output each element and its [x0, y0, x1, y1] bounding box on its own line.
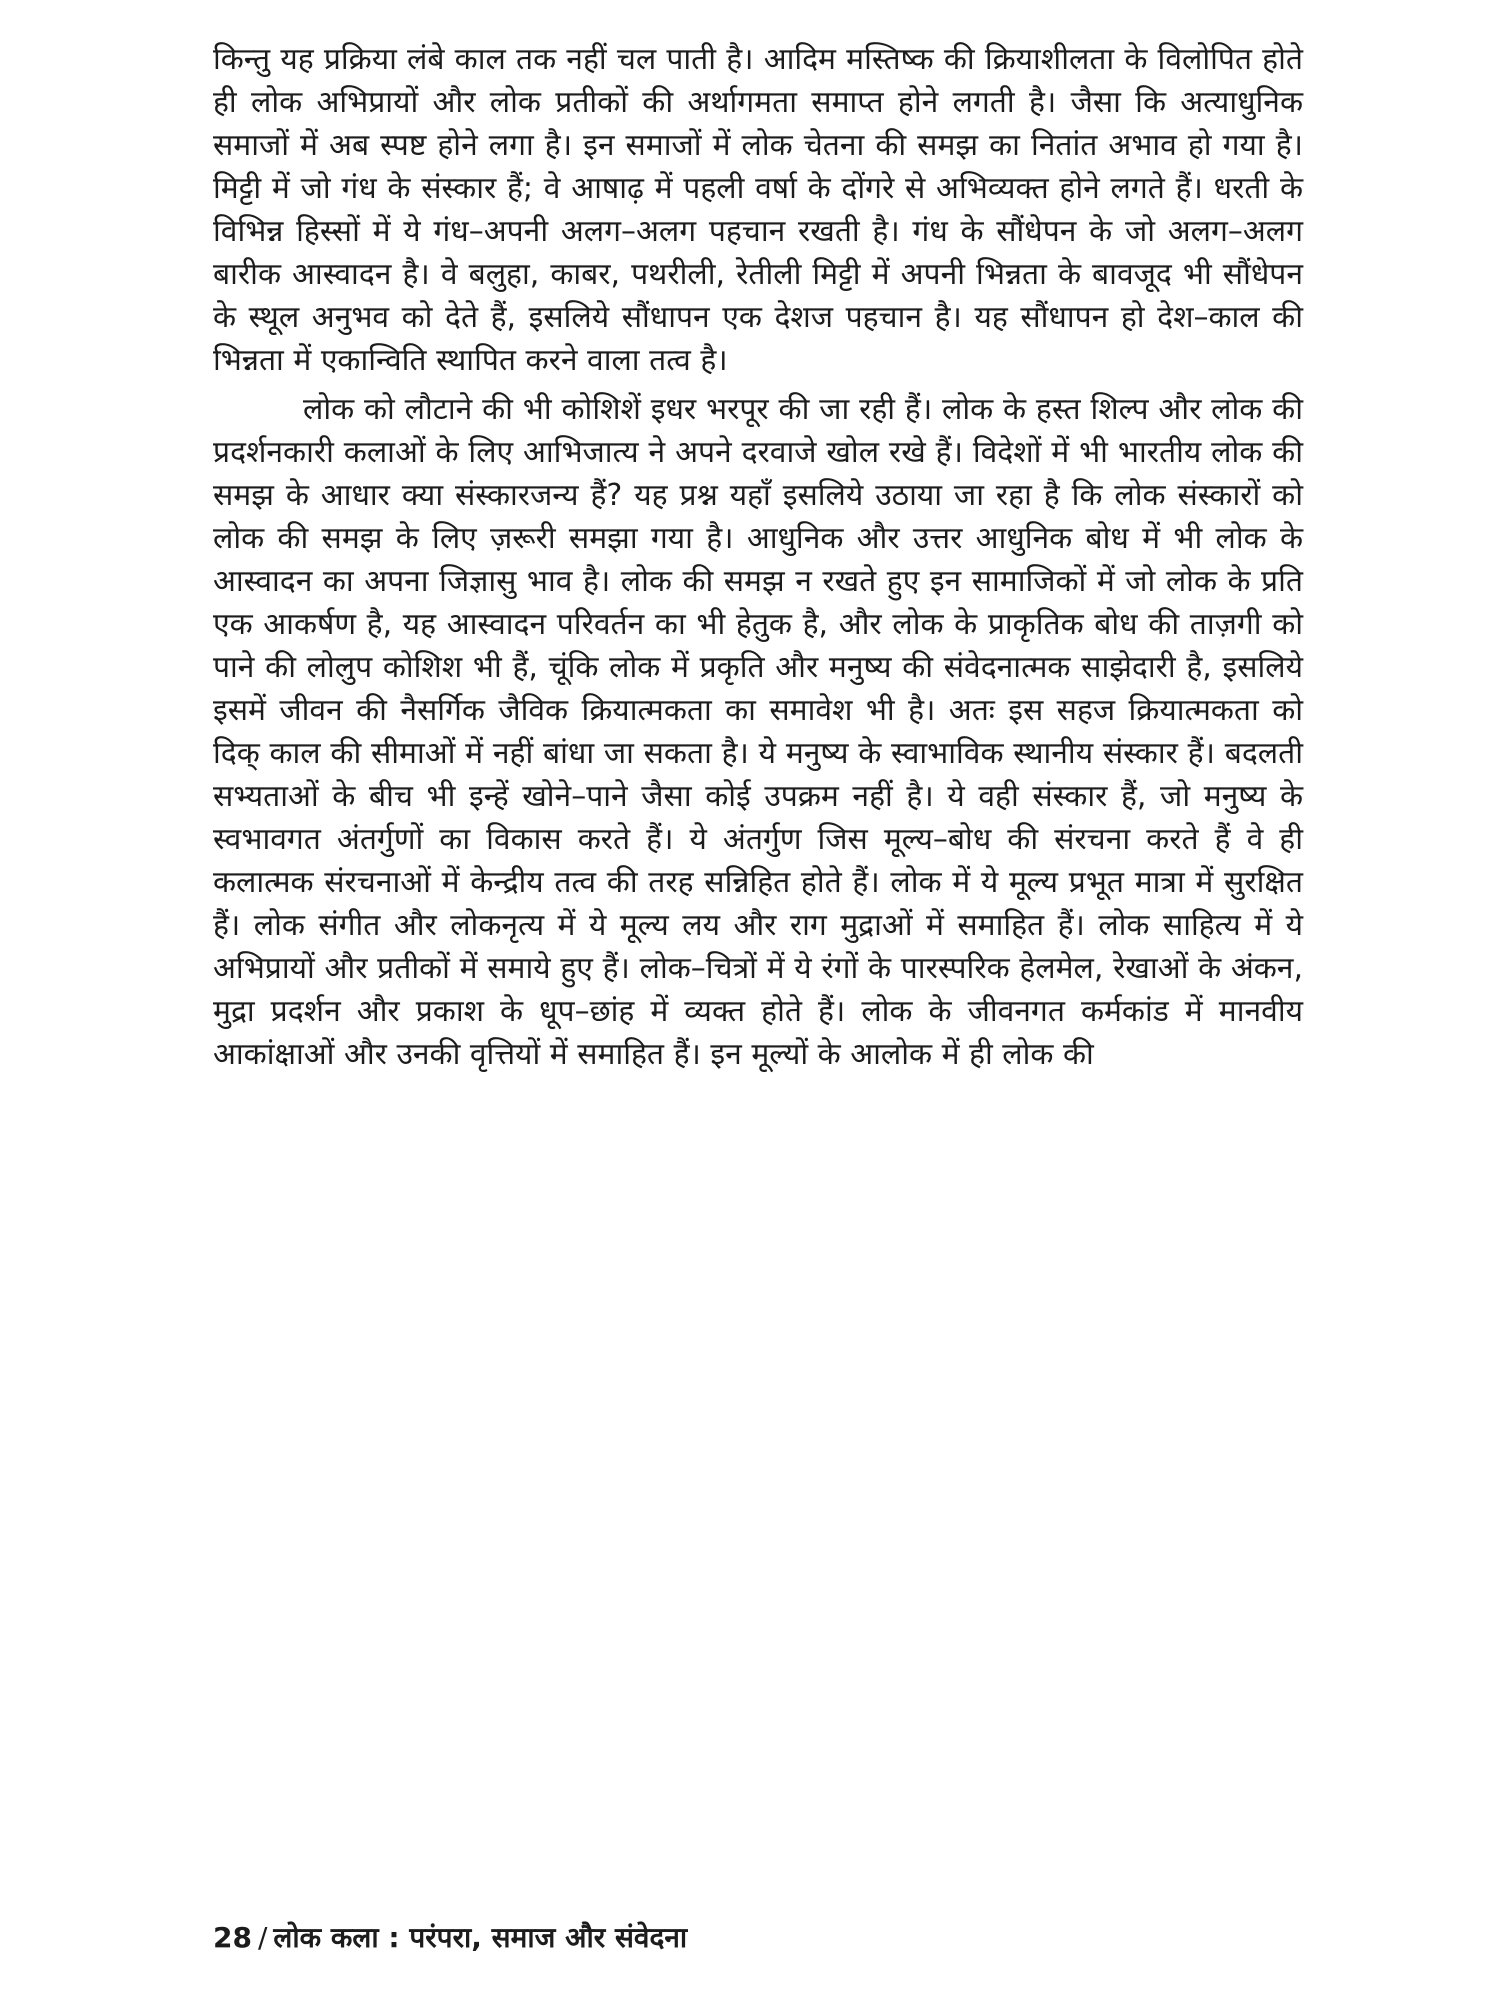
book-title: लोक कला : परंपरा, समाज और संवेदना [273, 1921, 688, 1954]
page-footer [213, 1918, 687, 1956]
footer-separator: / [257, 1921, 268, 1954]
paragraph-2: लोक को लौटाने की भी कोशिशें इधर भरपूर की जा रही हैं। लोक के हस्त शिल्प और लोक की प्रदर्शनकारी कलाओं के लिए आभिजात्य ने अपने दरवाजे खोल रखे हैं। विदेशों में भी भारतीय लोक की समझ के आधार क्या संस्कारजन्य हैं? यह प्रश्न यहाँ इसलिये उठाया जा रहा है कि लोक संस्कारों को लोक की समझ के लिए ज़रूरी समझा गया है। आधुनिक और उत्तर आधुनिक बोध में भी लोक के आस्वादन का अपना जिज्ञासु भाव है। लोक की समझ न रखते हुए इन सामाजिकों में जो लोक के प्रति एक आकर्षण है, यह आस्वादन परिवर्तन का भी हेतुक है, और लोक के प्राकृतिक बोध की ताज़गी को पाने की लोलुप कोशिश भी हैं, चूंकि लोक में प्रकृति और मनुष्य की संवेदनात्मक साझेदारी है, इसलिये इसमें जीवन की नैसर्गिक जैविक क्रियात्मकता का समावेश भी है। अतः इस सहज क्रियात्मकता को दिक् काल की सीमाओं में नहीं बांधा जा सकता है। ये मनुष्य के स्वाभाविक स्थानीय संस्कार हैं। बदलती सभ्यताओं के बीच भी इन्हें खोने–पाने जैसा कोई उपक्रम नहीं है। ये वही संस्कार हैं, जो मनुष्य के स्वभावगत अंतर्गुणों का विकास करते हैं। ये अंतर्गुण जिस मूल्य–बोध की संरचना करते हैं वे ही कलात्मक संरचनाओं में केन्द्रीय तत्व की तरह सन्निहित होते हैं। लोक में ये मूल्य प्रभूत मात्रा में सुरक्षित हैं। लोक संगीत और लोकनृत्य में ये मूल्य लय और राग मुद्राओं में समाहित हैं। लोक साहित्य में ये अभिप्रायों और प्रतीकों में समाये हुए हैं। लोक–चित्रों में ये रंगों के पारस्परिक हेलमेल, रेखाओं के अंकन, मुद्रा प्रदर्शन और प्रकाश के धूप–छांह में व्यक्त होते हैं। लोक के जीवनगत कर्मकांड में मानवीय आकांक्षाओं और उनकी वृत्तियों में समाहित हैं। इन मूल्यों के आलोक में ही लोक की [213, 392, 1303, 1072]
page-body [213, 38, 1303, 1076]
page-number: 28 [213, 1921, 252, 1954]
paragraph-1: किन्तु यह प्रक्रिया लंबे काल तक नहीं चल पाती है। आदिम मस्तिष्क की क्रियाशीलता के विलोपित होते ही लोक अभिप्रायों और लोक प्रतीकों की अर्थागमता समाप्त होने लगती है। जैसा कि अत्याधुनिक समाजों में अब स्पष्ट होने लगा है। इन समाजों में लोक चेतना की समझ का नितांत अभाव हो गया है। मिट्टी में जो गंध के संस्कार हैं; वे आषाढ़ में पहली वर्षा के दोंगरे से अभिव्यक्त होने लगते हैं। धरती के विभिन्न हिस्सों में ये गंध–अपनी अलग–अलग पहचान रखती है। गंध के सौंधेपन के जो अलग–अलग बारीक आस्वादन है। वे बलुहा, काबर, पथरीली, रेतीली मिट्टी में अपनी भिन्नता के बावजूद भी सौंधेपन के स्थूल अनुभव को देते हैं, इसलिये सौंधापन एक देशज पहचान है। यह सौंधापन हो देश–काल की भिन्नता में एकान्विति स्थापित करने वाला तत्व है। [213, 42, 1303, 378]
